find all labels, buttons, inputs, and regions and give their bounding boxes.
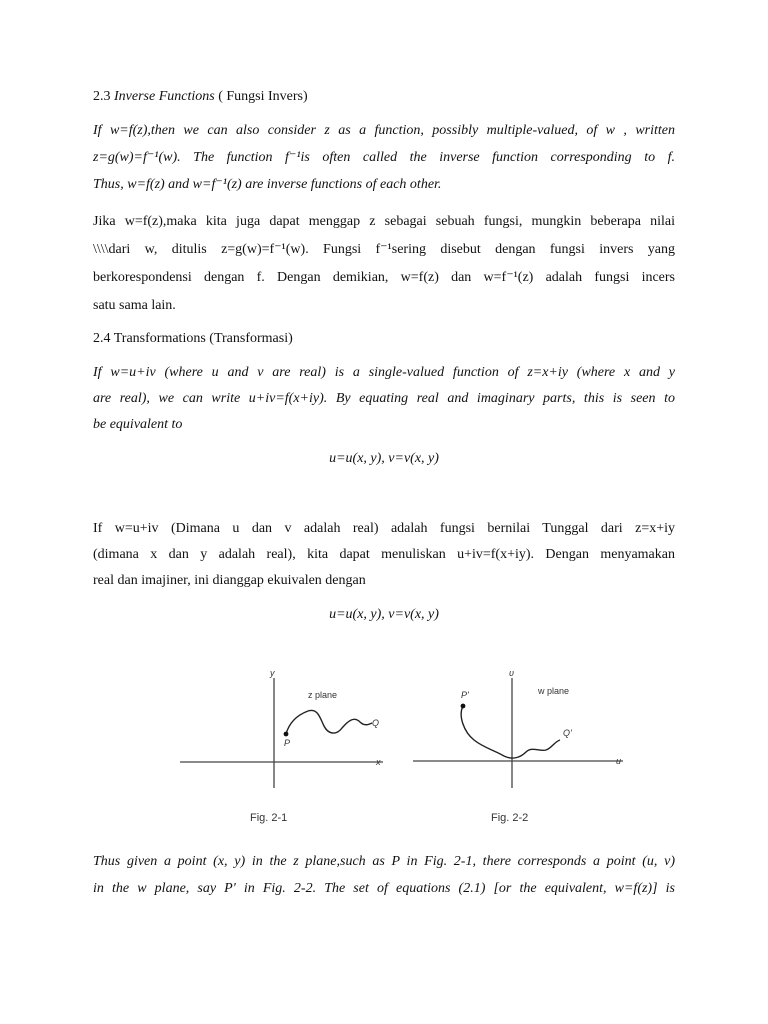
paragraph-line: satu sama lain. [93, 298, 176, 313]
paragraph-line: Thus given a point (x, y) in the z plane,such as P in Fig. 2-1, there corresponds a point (u, v) [93, 854, 675, 869]
x-axis-label: x [376, 757, 381, 767]
section-number: 2.3 [93, 89, 111, 104]
figure-drawing [178, 656, 628, 828]
v-axis-label: υ [509, 668, 514, 678]
u-axis-label: u [616, 756, 622, 766]
equation-2: u=u(x, y), v=v(x, y) [329, 607, 439, 622]
paragraph-line: If w=u+iv (Dimana u dan v adalah real) adalah fungsi bernilai Tunggal dari z=x+iy [93, 521, 675, 536]
paragraph-line: are real), we can write u+iv=f(x+iy). By equating real and imaginary parts, this is seen to [93, 391, 675, 406]
z-plane-curve [286, 710, 372, 734]
y-axis-label: y [270, 668, 275, 678]
fig-2-2-caption: Fig. 2-2 [491, 812, 529, 824]
paragraph-line: (dimana x dan y adalah real), kita dapat menuliskan u+iv=f(x+iy). Dengan menyamakan [93, 547, 675, 562]
paragraph-line: berkorespondensi dengan f. Dengan demikian, w=f(z) dan w=f⁻¹(z) adalah fungsi incers [93, 270, 675, 285]
equation-1: u=u(x, y), v=v(x, y) [329, 451, 439, 466]
paragraph-line: z=g(w)=f⁻¹(w). The function f⁻¹is often called the inverse function corresponding to f. [93, 150, 675, 165]
section-title-translation: ( Fungsi Invers) [218, 89, 308, 104]
w-plane-curve [461, 706, 560, 758]
section-2-4-heading: 2.4 Transformations (Transformasi) [93, 331, 293, 346]
paragraph-line: be equivalent to [93, 417, 183, 432]
section-2-3-heading [93, 88, 675, 106]
point-q-label: Q [372, 718, 380, 728]
paragraph-line: Thus, w=f(z) and w=f⁻¹(z) are inverse functions of each other. [93, 177, 442, 192]
paragraph-line: If w=u+iv (where u and v are real) is a single-valued function of z=x+iy (where x and y [93, 365, 675, 380]
point-p-prime-label: P' [461, 690, 469, 700]
paragraph-line: Jika w=f(z),maka kita juga dapat menggap z sebagai sebuah fungsi, mungkin beberapa nilai [93, 214, 675, 229]
z-plane-label: z plane [308, 690, 338, 700]
point-p-prime-marker [461, 704, 466, 709]
w-plane-label: w plane [538, 686, 570, 696]
point-p-marker [284, 732, 289, 737]
section-title: Inverse Functions [114, 89, 215, 104]
paragraph-line: real dan imajiner, ini dianggap ekuivalen dengan [93, 573, 366, 588]
fig-2-1-caption: Fig. 2-1 [250, 812, 288, 824]
paragraph-line: If w=f(z),then we can also consider z as a function, possibly multiple-valued, of w , written [93, 123, 675, 138]
figure-z-w-planes [178, 656, 628, 828]
point-q-prime-label: Q' [563, 728, 572, 738]
paragraph-line: in the w plane, say P' in Fig. 2-2. The set of equations (2.1) [or the equivalent, w=f(z)] is [93, 881, 675, 896]
point-p-label: P [284, 738, 291, 748]
paragraph-line: \\\\dari w, ditulis z=g(w)=f⁻¹(w). Fungsi f⁻¹sering disebut dengan fungsi invers yang [93, 242, 675, 257]
